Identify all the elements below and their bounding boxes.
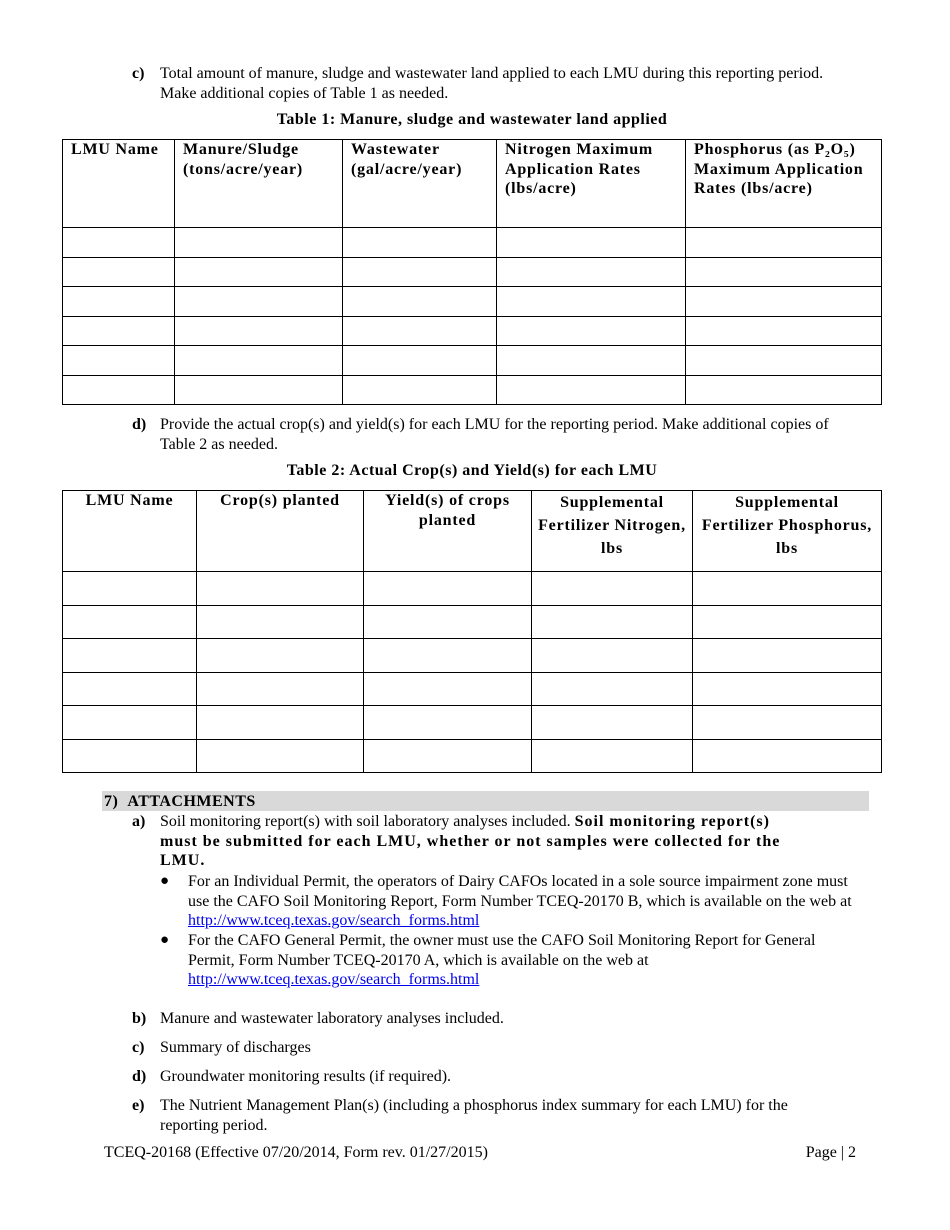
table-cell[interactable] [343,317,497,346]
table-cell[interactable] [197,572,364,606]
table-row [63,673,882,706]
table1-header-nitrogen: Nitrogen Maximum Application Rates (lbs/acre) [497,140,686,228]
table-cell[interactable] [686,317,882,346]
table1-header-wastewater: Wastewater (gal/acre/year) [343,140,497,228]
table-cell[interactable] [693,706,882,740]
table-cell[interactable] [63,317,175,346]
attachment-b-label: b) [132,1010,147,1027]
search-forms-link[interactable]: http://www.tceq.texas.gov/search_forms.html [188,971,480,988]
table-cell[interactable] [197,740,364,773]
table-cell[interactable] [63,572,197,606]
table-cell[interactable] [532,706,693,740]
table-cell[interactable] [364,673,532,706]
table-cell[interactable] [693,740,882,773]
bullet-individual-permit [160,872,870,931]
bullet-icon: ● [160,873,170,889]
table-cell[interactable] [175,346,343,376]
table2 [62,490,882,773]
table-cell[interactable] [343,228,497,258]
table-cell[interactable] [175,287,343,317]
table-cell[interactable] [532,572,693,606]
table-cell[interactable] [63,673,197,706]
table-row [63,228,882,258]
table-cell[interactable] [497,317,686,346]
table-cell[interactable] [693,572,882,606]
table2-header-lmu-name: LMU Name [63,491,197,572]
bullet-general-permit [160,931,860,990]
table-cell[interactable] [63,639,197,673]
bullet-text: For an Individual Permit, the operators of Dairy CAFOs located in a sole source impairment zone must use the CAFO Soil Monitoring Report, Form Number TCEQ-20170 B, which is available on the web at [188,873,852,910]
attachment-a [132,812,812,871]
table1-header-phosphorus: Phosphorus (as P₂O₅) Maximum Application Rates (lbs/acre) [686,140,882,228]
bullet-text: For the CAFO General Permit, the owner must use the CAFO Soil Monitoring Report for General Permit, Form Number TCEQ-20170 A, which is available on the web at [188,932,816,969]
attachment-d-label: d) [132,1068,147,1085]
table-row [63,572,882,606]
table-cell[interactable] [693,673,882,706]
table-cell[interactable] [175,376,343,405]
table-cell[interactable] [197,606,364,639]
table1-header-lmu-name: LMU Name [63,140,175,228]
table-row [63,706,882,740]
table-cell[interactable] [497,258,686,287]
table-row [63,258,882,287]
table-row [63,317,882,346]
table-cell[interactable] [497,346,686,376]
table-row [63,639,882,673]
table-cell[interactable] [175,317,343,346]
table-cell[interactable] [532,673,693,706]
table1-header-manure-sludge: Manure/Sludge (tons/acre/year) [175,140,343,228]
table-cell[interactable] [686,258,882,287]
bullet-icon: ● [160,932,170,948]
table-cell[interactable] [343,287,497,317]
attachment-b-text: Manure and wastewater laboratory analyses included. [160,1010,504,1027]
table-cell[interactable] [197,706,364,740]
table-row [63,606,882,639]
table2-header-supp-nitrogen: Supplemental Fertilizer Nitrogen, lbs [532,491,693,572]
table-cell[interactable] [364,740,532,773]
table1-caption: Table 1: Manure, sludge and wastewater land applied [276,111,668,128]
table-row [63,287,882,317]
table-cell[interactable] [532,639,693,673]
attachment-d [132,1067,832,1087]
table-cell[interactable] [63,287,175,317]
table-row [63,376,882,405]
bullet-body [188,872,870,931]
section-7-title [104,792,256,812]
table-cell[interactable] [63,346,175,376]
attachment-d-text: Groundwater monitoring results (if required). [160,1068,452,1085]
table-cell[interactable] [197,639,364,673]
attachment-c-text: Summary of discharges [160,1039,311,1056]
attachment-e [132,1096,832,1135]
attachment-a-label: a) [132,813,146,830]
table1 [62,139,882,405]
attachment-e-text: The Nutrient Management Plan(s) (including a phosphorus index summary for each LMU) for the reporting period. [160,1097,788,1134]
table-cell[interactable] [532,606,693,639]
table-cell[interactable] [63,258,175,287]
search-forms-link[interactable]: http://www.tceq.texas.gov/search_forms.html [188,912,480,929]
table-cell[interactable] [686,376,882,405]
table-row [63,346,882,376]
table-cell[interactable] [197,673,364,706]
table-cell[interactable] [364,606,532,639]
item-c-text: Total amount of manure, sludge and wastewater land applied to each LMU during this reporting period. Make additional copies of Table 1 as needed. [160,65,824,102]
table-cell[interactable] [364,706,532,740]
item-c-label: c) [132,65,145,82]
table-cell[interactable] [63,376,175,405]
table2-header-yields: Yield(s) of crops planted [364,491,532,572]
attachment-a-bold-text: Soil monitoring report(s) must be submitted for each LMU, whether or not samples were collected for the LMU. [160,813,781,869]
table-cell[interactable] [686,287,882,317]
item-c [132,64,832,103]
table-cell[interactable] [686,346,882,376]
table-cell[interactable] [686,228,882,258]
section-7-number: 7) [104,793,119,810]
table-cell[interactable] [497,287,686,317]
table-cell[interactable] [497,228,686,258]
table-cell[interactable] [343,346,497,376]
table-cell[interactable] [63,606,197,639]
table-cell[interactable] [343,376,497,405]
form-id-footer: TCEQ-20168 (Effective 07/20/2014, Form rev. 01/27/2015) [104,1144,488,1161]
table-cell[interactable] [343,258,497,287]
section-7-heading: ATTACHMENTS [127,793,256,810]
table-cell[interactable] [364,639,532,673]
table-cell[interactable] [497,376,686,405]
table-cell[interactable] [63,228,175,258]
table-cell[interactable] [63,706,197,740]
table2-header-crops-planted: Crop(s) planted [197,491,364,572]
table-cell[interactable] [63,740,197,773]
item-d [132,415,832,454]
table-cell[interactable] [175,258,343,287]
attachment-b [132,1009,832,1029]
table-cell[interactable] [693,606,882,639]
attachment-a-body [160,812,812,871]
table-cell[interactable] [364,572,532,606]
table-cell[interactable] [693,639,882,673]
table-cell[interactable] [175,228,343,258]
attachment-c-label: c) [132,1039,145,1056]
attachment-a-text: Soil monitoring report(s) with soil laboratory analyses included. [160,813,575,830]
table-cell[interactable] [532,740,693,773]
item-d-text: Provide the actual crop(s) and yield(s) for each LMU for the reporting period. Make additional copies of Table 2 as needed. [160,416,829,453]
item-d-label: d) [132,416,147,433]
attachment-e-label: e) [132,1097,145,1114]
table2-caption: Table 2: Actual Crop(s) and Yield(s) for each LMU [286,462,658,479]
table-row [63,740,882,773]
table2-header-supp-phosphorus: Supplemental Fertilizer Phosphorus, lbs [693,491,882,572]
page-number: Page | 2 [805,1144,856,1161]
bullet-body [188,931,860,990]
attachment-c [132,1038,832,1058]
